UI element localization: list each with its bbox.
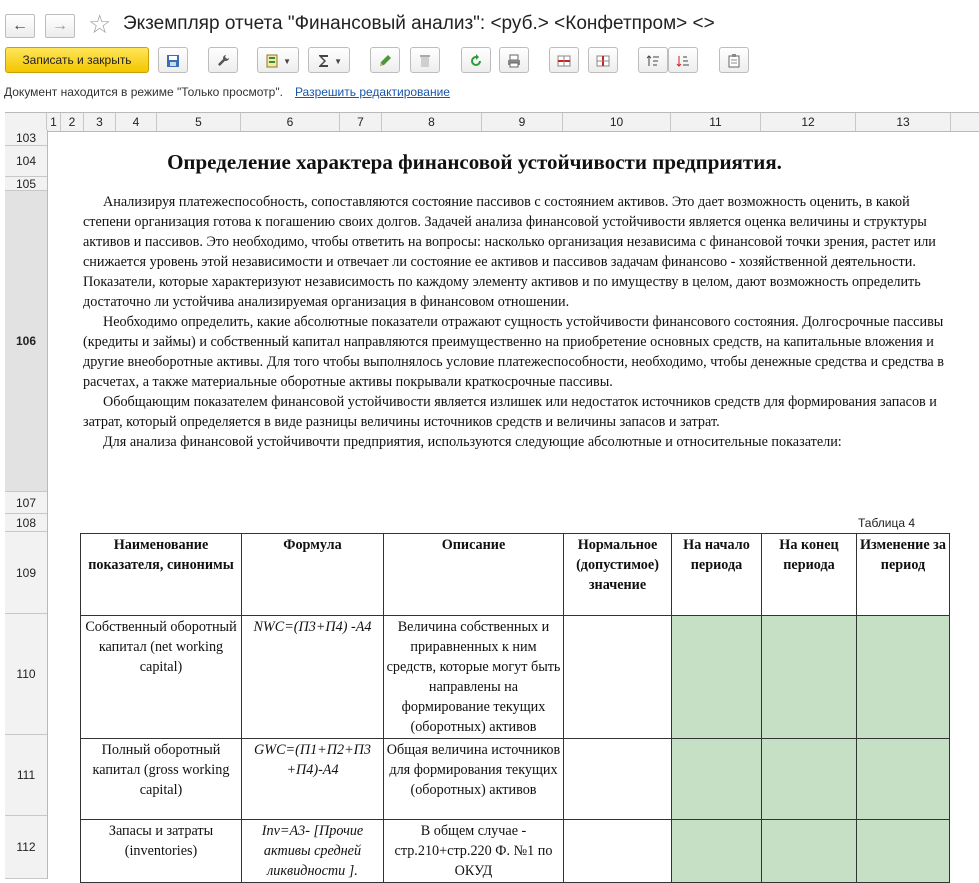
- cell-normal[interactable]: [564, 739, 672, 820]
- row-header-bar: [5, 130, 48, 879]
- clipboard-icon: [726, 53, 742, 69]
- column-header[interactable]: 10: [563, 113, 671, 131]
- arrow-right-icon: →: [52, 17, 68, 34]
- row-header[interactable]: 109: [5, 532, 47, 614]
- sort-asc-button[interactable]: [638, 47, 668, 73]
- table-row: [81, 739, 950, 820]
- cell-change[interactable]: [857, 820, 950, 883]
- cell-formula[interactable]: Inv=А3- [Прочие активы средней ликвидности ].: [242, 820, 384, 883]
- cell-start[interactable]: [672, 820, 762, 883]
- arrow-left-icon: ←: [12, 17, 28, 34]
- column-header[interactable]: 5: [157, 113, 241, 131]
- column-header[interactable]: 13: [856, 113, 951, 131]
- row-header[interactable]: 111: [5, 735, 47, 816]
- column-header[interactable]: 4: [116, 113, 157, 131]
- forward-button[interactable]: [45, 14, 75, 38]
- print-icon: [506, 53, 522, 69]
- column-header[interactable]: 7: [340, 113, 382, 131]
- table-caption: Таблица 4: [858, 516, 916, 530]
- column-header[interactable]: 2: [61, 113, 84, 131]
- toolbar: [0, 46, 979, 76]
- header-period-start: На начало периода: [672, 534, 762, 616]
- back-button[interactable]: [5, 14, 35, 38]
- paragraph: Обобщающим показателем финансовой устойчивости является излишек или недостаток источников средств для формирования запасов и затрат, который определяется в виде разницы величины источников средств и величины запасов и затрат.: [83, 394, 937, 430]
- cell-description[interactable]: Величина собственных и приравненных к ним средств, которые могут быть направлены на формирование текущих (оборотных) активов: [384, 616, 564, 739]
- view-mode-message: Документ находится в режиме "Только просмотр".: [4, 85, 283, 99]
- intro-line: Для анализа финансовой устойчивочти предприятия, используются следующие абсолютные и относительные показатели:: [103, 434, 842, 450]
- column-header[interactable]: 12: [761, 113, 856, 131]
- sort-desc-button[interactable]: [668, 47, 698, 73]
- header-period-end: На конец периода: [762, 534, 857, 616]
- cell-name[interactable]: Запасы и затраты (inventories): [81, 820, 242, 883]
- cell-formula[interactable]: NWC=(П3+П4) -А4: [242, 616, 384, 739]
- cell-description[interactable]: В общем случае - стр.210+стр.220 Ф. №1 по ОКУД: [384, 820, 564, 883]
- sum-icon: [316, 53, 332, 69]
- group-rows-button[interactable]: [549, 47, 579, 73]
- header-description: Описание: [384, 534, 564, 616]
- table-header-row: [81, 534, 950, 616]
- title-bar: [0, 0, 979, 46]
- row-header[interactable]: 107: [5, 492, 47, 514]
- sum-dropdown-button[interactable]: ▼: [308, 47, 350, 73]
- indicators-table: [80, 533, 950, 883]
- row-header[interactable]: 108: [5, 514, 47, 532]
- cell-start[interactable]: [672, 739, 762, 820]
- cell-change[interactable]: [857, 739, 950, 820]
- column-header-bar: [5, 112, 979, 132]
- corner-cell[interactable]: [5, 113, 47, 131]
- sort-asc-icon: [645, 53, 661, 69]
- delete-icon: [417, 53, 433, 69]
- column-settings-icon: [265, 53, 281, 69]
- cell-change[interactable]: [857, 616, 950, 739]
- save-icon: [165, 53, 181, 69]
- cell-name[interactable]: Полный оборотный капитал (gross working capital): [81, 739, 242, 820]
- cell-normal[interactable]: [564, 616, 672, 739]
- edit-button[interactable]: [370, 47, 400, 73]
- favorite-star-icon[interactable]: ☆: [88, 9, 112, 39]
- row-header[interactable]: 110: [5, 614, 47, 735]
- refresh-icon: [468, 53, 484, 69]
- cell-end[interactable]: [762, 616, 857, 739]
- cell-formula[interactable]: GWC=(П1+П2+П3 +П4)-А4: [242, 739, 384, 820]
- print-button[interactable]: [499, 47, 529, 73]
- sort-desc-icon: [675, 53, 691, 69]
- clipboard-button[interactable]: [719, 47, 749, 73]
- window-title: Экземпляр отчета "Финансовый анализ": <руб.> <Конфетпром> <>: [123, 13, 715, 34]
- allow-editing-link[interactable]: Разрешить редактирование: [294, 85, 450, 99]
- group-rows-icon: [556, 53, 572, 69]
- settings-button[interactable]: [208, 47, 238, 73]
- row-header[interactable]: 104: [5, 146, 47, 177]
- column-header[interactable]: 8: [382, 113, 482, 131]
- header-name: Наименование показателя, синонимы: [81, 534, 242, 616]
- column-header[interactable]: 3: [84, 113, 116, 131]
- cell-normal[interactable]: [564, 820, 672, 883]
- edit-pencil-icon: [377, 53, 393, 69]
- paragraph: Необходимо определить, какие абсолютные показатели отражают сущность устойчивости финансового состояния. Долгосрочные пассивы (кредиты и займы) и собственный капитал направляются преимущественно на приобретение основных средств, на капитальные вложения и другие внеоборотные активы. Для того чтобы выполнялось условие платежеспособности, необходимо, чтобы денежные средства и средства в расчетах, а также материальные оборотные активы покрывали краткосрочные пассивы.: [83, 314, 944, 390]
- wrench-icon: [215, 53, 231, 69]
- column-header[interactable]: 6: [241, 113, 340, 131]
- row-header[interactable]: 105: [5, 177, 47, 191]
- cell-name[interactable]: Собственный оборотный капитал (net working capital): [81, 616, 242, 739]
- cell-end[interactable]: [762, 739, 857, 820]
- group-columns-button[interactable]: [588, 47, 618, 73]
- cell-description[interactable]: Общая величина источников для формирования текущих (оборотных) активов: [384, 739, 564, 820]
- row-header[interactable]: 103: [5, 130, 47, 146]
- table-row: [81, 820, 950, 883]
- header-normal-value: Нормальное (допустимое) значение: [564, 534, 672, 616]
- cell-start[interactable]: [672, 616, 762, 739]
- paragraph: Анализируя платежеспособность, сопоставляются состояние пассивов с состоянием активов. Это дает возможность оценить, в какой степени организация готова к погашению своих долгов. Задачей анализа финансовой устойчивости является оценка величины и структуры активов и пассивов. Это необходимо, чтобы ответить на вопросы: насколько организация независима с финансовой точки зрения, растет или снижается уровень этой независимости и отвечает ли состояние ее активов и пассивов задачам финансово - хозяйственной деятельности. Показатели, которые характеризуют независимость по каждому элементу активов и по имуществу в целом, дают возможность определить достаточно ли устойчива анализируемая организация в финансовом отношении.: [83, 194, 936, 310]
- group-columns-icon: [595, 53, 611, 69]
- report-heading: Определение характера финансовой устойчивости предприятия.: [167, 150, 782, 174]
- save-button[interactable]: [158, 47, 188, 73]
- row-header[interactable]: 112: [5, 816, 47, 879]
- delete-button[interactable]: [410, 47, 440, 73]
- cell-end[interactable]: [762, 820, 857, 883]
- save-and-close-button[interactable]: Записать и закрыть: [5, 47, 149, 73]
- header-formula: Формула: [242, 534, 384, 616]
- column-header[interactable]: 9: [482, 113, 563, 131]
- refresh-button[interactable]: [461, 47, 491, 73]
- row-header-selected[interactable]: 106: [5, 191, 47, 492]
- header-period-change: Изменение за период: [857, 534, 950, 616]
- column-header[interactable]: 1: [47, 113, 61, 131]
- report-body: [83, 192, 953, 452]
- table-row: [81, 616, 950, 739]
- view-mode-infobar: [4, 85, 450, 99]
- columns-dropdown-button[interactable]: ▼: [257, 47, 299, 73]
- column-header[interactable]: 11: [671, 113, 761, 131]
